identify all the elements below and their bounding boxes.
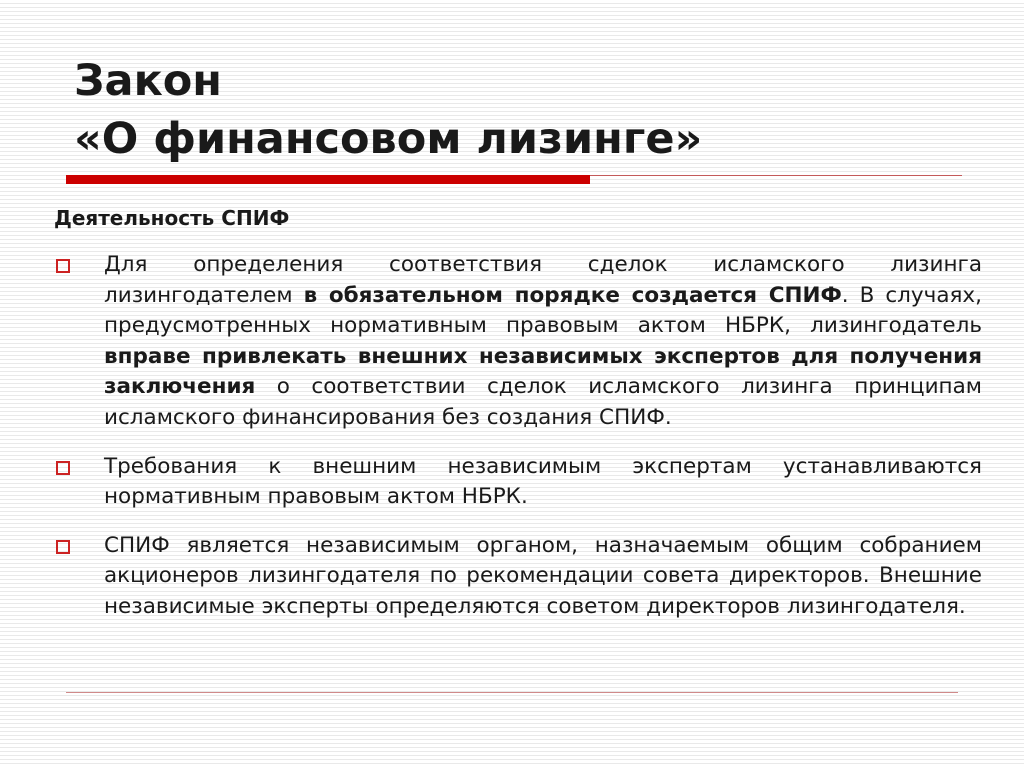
hollow-square-icon bbox=[56, 540, 70, 554]
title-line-1: Закон bbox=[74, 56, 223, 106]
bullet-item-3 bbox=[54, 531, 982, 623]
bullet-2-text: Требования к внешним независимым экспертам устанавливаются нормативным правовым актом НБРК. bbox=[104, 453, 982, 510]
bullet-1-text-part-2: . В случаях, предусмотренных нормативным правовым актом НБРК, лизингодатель bbox=[104, 282, 982, 339]
bullet-1-bold-part-2: вправе привлекать внешних независимых экспертов для получения заключения bbox=[104, 343, 982, 400]
hollow-square-icon bbox=[56, 461, 70, 475]
bottom-divider bbox=[66, 692, 958, 693]
slide-title bbox=[74, 52, 702, 168]
bullet-item-1 bbox=[54, 250, 982, 434]
bullet-1-bold-part-1: в обязательном порядке создается СПИФ bbox=[303, 282, 842, 308]
section-subtitle: Деятельность СПИФ bbox=[54, 206, 290, 230]
bullet-3-text: СПИФ является независимым органом, назначаемым общим собранием акционеров лизингодателя по рекомендации совета директоров. Внешние независимые эксперты определяются советом директоров лизингодателя. bbox=[104, 532, 982, 619]
title-underline-accent bbox=[66, 175, 590, 184]
bullet-1-text-part-3: о соответствии сделок исламского лизинга принципам исламского финансирования без создания СПИФ. bbox=[104, 374, 982, 430]
bullet-1-text-part-1: Для определения соответствия сделок исламского лизинга лизингодателем bbox=[104, 252, 982, 308]
bullet-list bbox=[54, 250, 982, 641]
title-line-2: «О финансовом лизинге» bbox=[74, 114, 703, 164]
hollow-square-icon bbox=[56, 259, 70, 273]
bullet-item-2 bbox=[54, 452, 982, 513]
